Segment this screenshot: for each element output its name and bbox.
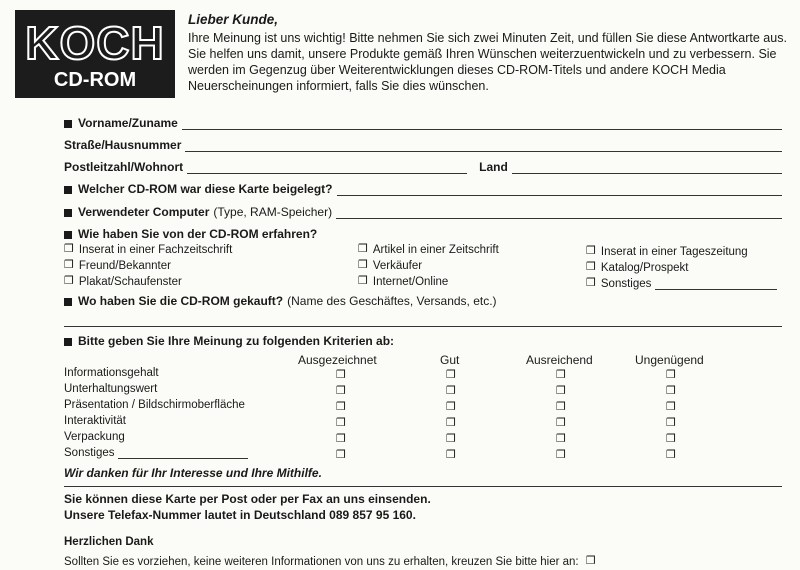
source-question-row xyxy=(64,227,782,241)
bullet-icon xyxy=(64,186,72,194)
source-option[interactable] xyxy=(64,275,182,288)
which-cd-row xyxy=(64,182,782,196)
rating-checkbox[interactable]: ❒ xyxy=(446,433,456,445)
street-field[interactable] xyxy=(185,139,782,152)
criterion-label: Präsentation / Bildschirmoberfläche xyxy=(64,399,245,411)
send-line-1: Sie können diese Karte per Post oder per Fax an uns einsenden. xyxy=(64,492,431,506)
rating-checkbox[interactable]: ❒ xyxy=(666,417,676,429)
checkbox-icon[interactable]: ❒ xyxy=(586,261,596,273)
computer-field[interactable] xyxy=(336,206,782,219)
rating-checkbox[interactable]: ❒ xyxy=(336,385,346,397)
name-field[interactable] xyxy=(182,117,782,130)
checkbox-icon[interactable]: ❒ xyxy=(586,277,596,289)
street-label: Straße/Hausnummer xyxy=(64,138,182,152)
rating-checkbox[interactable]: ❒ xyxy=(336,433,346,445)
bullet-icon xyxy=(64,338,72,346)
rating-checkbox[interactable]: ❒ xyxy=(666,433,676,445)
zip-label: Postleitzahl/Wohnort xyxy=(64,160,184,174)
country-field[interactable] xyxy=(512,161,782,174)
zip-field[interactable] xyxy=(187,161,467,174)
optout-row xyxy=(64,555,601,568)
rating-checkbox[interactable]: ❒ xyxy=(556,417,566,429)
criterion-label: Unterhaltungswert xyxy=(64,383,158,395)
rating-checkbox[interactable]: ❒ xyxy=(556,385,566,397)
logo-brand: KOCH xyxy=(25,17,165,69)
street-row xyxy=(64,138,782,152)
rating-checkbox[interactable]: ❒ xyxy=(336,401,346,413)
checkbox-icon[interactable]: ❒ xyxy=(358,275,368,287)
rating-checkbox[interactable]: ❒ xyxy=(446,385,456,397)
rating-checkbox[interactable]: ❒ xyxy=(556,433,566,445)
closing: Herzlichen Dank xyxy=(64,536,154,548)
koch-logo xyxy=(15,10,175,98)
country-label: Land xyxy=(479,160,508,174)
source-option-label: Internet/Online xyxy=(372,276,449,288)
thanks-text: Wir danken für Ihr Interesse und Ihre Mithilfe. xyxy=(64,466,322,480)
criterion-label: Informationsgehalt xyxy=(64,367,159,379)
bullet-icon xyxy=(64,120,72,128)
source-option-label: Verkäufer xyxy=(372,260,423,272)
source-option-label: Artikel in einer Zeitschrift xyxy=(372,244,499,256)
rating-checkbox[interactable]: ❒ xyxy=(556,401,566,413)
purchase-note: (Name des Geschäftes, Versands, etc.) xyxy=(287,294,497,308)
rating-checkbox[interactable]: ❒ xyxy=(666,385,676,397)
name-label: Vorname/Zuname xyxy=(78,116,178,130)
rating-checkbox[interactable]: ❒ xyxy=(446,449,456,461)
source-option[interactable] xyxy=(64,243,232,256)
computer-note: (Type, RAM-Speicher) xyxy=(213,205,333,219)
computer-label: Verwendeter Computer xyxy=(78,205,210,219)
which-cd-label: Welcher CD-ROM war diese Karte beigelegt? xyxy=(78,182,333,196)
logo-subtitle: CD-ROM xyxy=(53,69,137,91)
purchase-row xyxy=(64,294,782,308)
purchase-field[interactable] xyxy=(64,326,782,327)
source-option[interactable] xyxy=(586,245,748,258)
source-option[interactable] xyxy=(64,259,171,272)
source-option-label: Plakat/Schaufenster xyxy=(78,276,182,288)
source-option[interactable] xyxy=(586,261,688,274)
source-option[interactable] xyxy=(586,277,777,290)
rating-question: Bitte geben Sie Ihre Meinung zu folgenden Kriterien ab: xyxy=(78,334,395,348)
source-option-label: Inserat in einer Fachzeitschrift xyxy=(78,244,233,256)
rating-checkbox[interactable]: ❒ xyxy=(666,369,676,381)
other-criterion-field[interactable] xyxy=(118,458,248,459)
other-source-field[interactable] xyxy=(655,279,777,290)
rating-checkbox[interactable]: ❒ xyxy=(556,369,566,381)
checkbox-icon[interactable]: ❒ xyxy=(358,243,368,255)
send-line-2: Unsere Telefax-Nummer lautet in Deutschland 089 857 95 160. xyxy=(64,508,416,522)
criterion-label: Verpackung xyxy=(64,431,125,443)
column-header: Ausreichend xyxy=(526,353,593,367)
rating-checkbox[interactable]: ❒ xyxy=(336,417,346,429)
intro-text: Ihre Meinung ist uns wichtig! Bitte nehmen Sie sich zwei Minuten Zeit, und füllen Sie diese Antwortkarte aus. Sie helfen uns damit, unsere Produkte gemäß Ihren Wünschen weiterzuentwickeln und zu verbessern. Sie werden im Gegenzug über Weiterentwicklungen dieses CD-ROM-Titels und andere KOCH Media Neuerscheinungen informiert, falls Sie dies wünschen. xyxy=(188,31,787,93)
computer-row xyxy=(64,205,782,219)
column-header: Ausgezeichnet xyxy=(298,353,377,367)
column-header: Gut xyxy=(440,353,460,367)
rating-checkbox[interactable]: ❒ xyxy=(336,369,346,381)
source-option[interactable] xyxy=(358,243,499,256)
bullet-icon xyxy=(64,231,72,239)
bullet-icon xyxy=(64,298,72,306)
rating-checkbox[interactable]: ❒ xyxy=(446,417,456,429)
divider xyxy=(64,486,782,487)
rating-checkbox[interactable]: ❒ xyxy=(336,449,346,461)
rating-question-row xyxy=(64,334,782,348)
source-option-label: Freund/Bekannter xyxy=(78,260,171,272)
optout-text: Sollten Sie es vorziehen, keine weiteren Informationen von uns zu erhalten, kreuzen Sie bitte hier an: xyxy=(64,556,579,568)
checkbox-icon[interactable]: ❒ xyxy=(358,259,368,271)
greeting: Lieber Kunde, xyxy=(188,12,279,27)
zip-row xyxy=(64,160,782,174)
checkbox-icon[interactable]: ❒ xyxy=(585,555,596,567)
rating-checkbox[interactable]: ❒ xyxy=(446,369,456,381)
source-option-label: Sonstiges xyxy=(600,278,652,290)
column-header: Ungenügend xyxy=(635,353,704,367)
rating-checkbox[interactable]: ❒ xyxy=(556,449,566,461)
name-row xyxy=(64,116,782,130)
purchase-question: Wo haben Sie die CD-ROM gekauft? xyxy=(78,294,284,308)
checkbox-icon[interactable]: ❒ xyxy=(64,259,74,271)
checkbox-icon[interactable]: ❒ xyxy=(64,275,74,287)
source-option[interactable] xyxy=(358,259,422,272)
which-cd-field[interactable] xyxy=(337,183,782,196)
rating-checkbox[interactable]: ❒ xyxy=(446,401,456,413)
intro-block xyxy=(188,12,788,94)
checkbox-icon[interactable]: ❒ xyxy=(586,245,596,257)
source-option-label: Inserat in einer Tageszeitung xyxy=(600,246,748,258)
criterion-label: Sonstiges xyxy=(64,447,115,459)
source-option-label: Katalog/Prospekt xyxy=(600,262,689,274)
bullet-icon xyxy=(64,209,72,217)
rating-checkbox[interactable]: ❒ xyxy=(666,401,676,413)
source-question: Wie haben Sie von der CD-ROM erfahren? xyxy=(78,227,318,241)
checkbox-icon[interactable]: ❒ xyxy=(64,243,74,255)
rating-checkbox[interactable]: ❒ xyxy=(666,449,676,461)
criterion-label: Interaktivität xyxy=(64,415,126,427)
source-option[interactable] xyxy=(358,275,448,288)
